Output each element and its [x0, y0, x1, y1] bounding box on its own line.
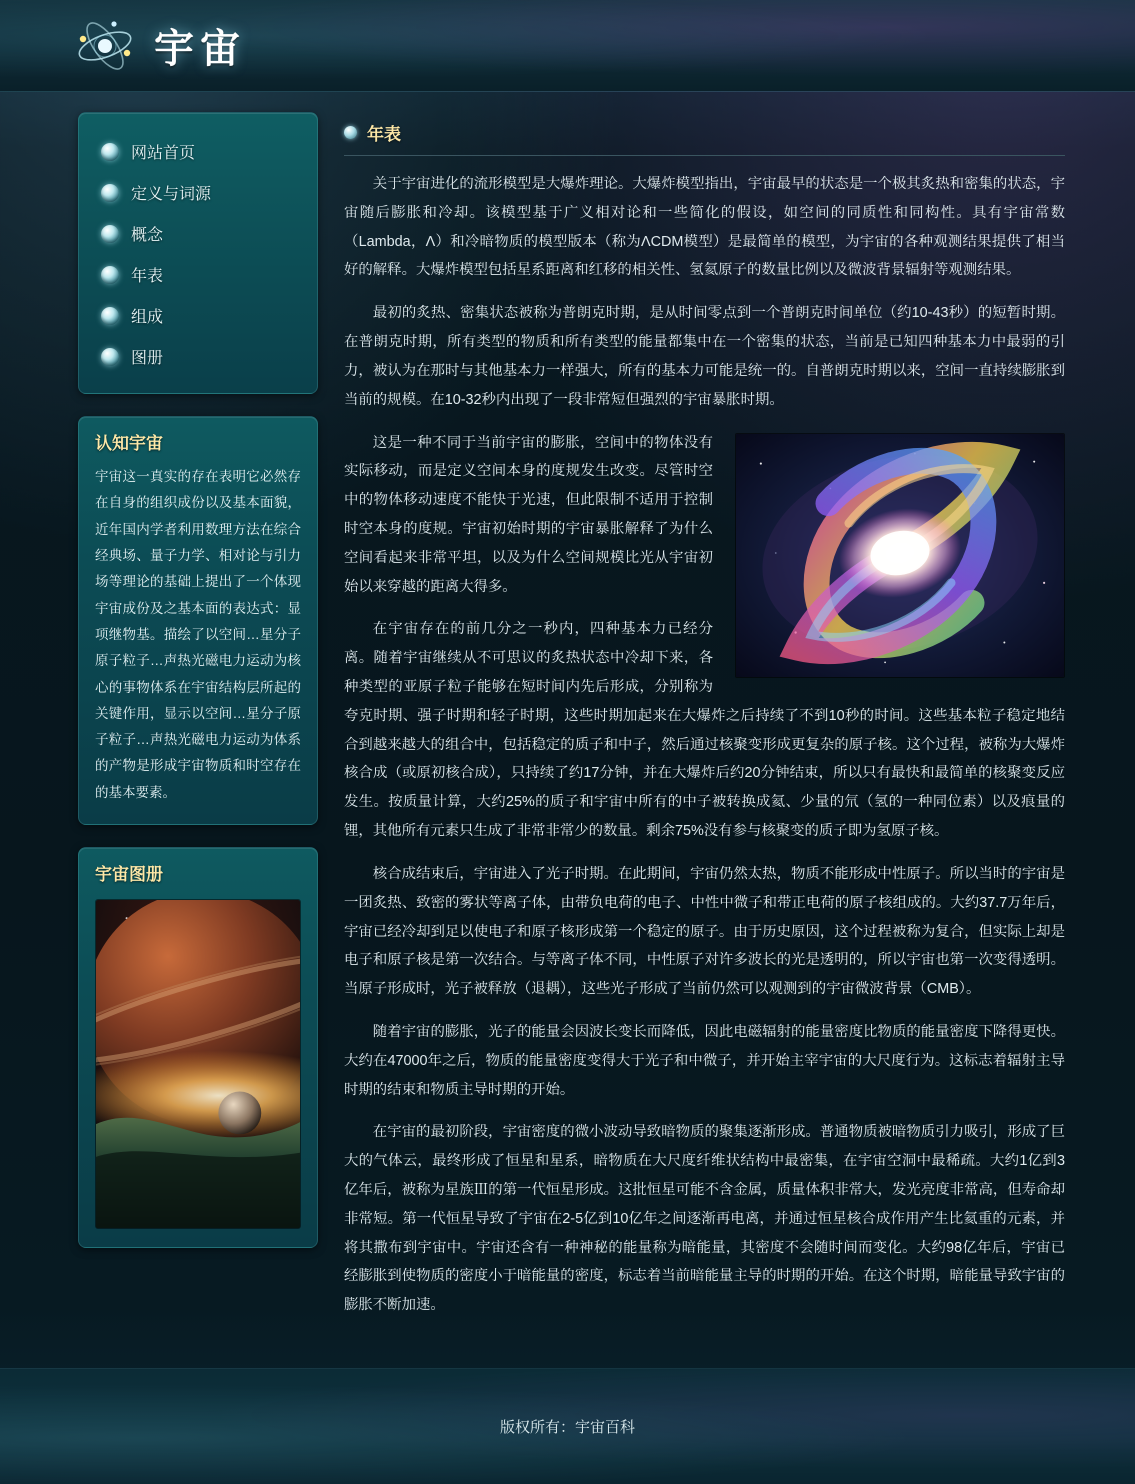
sphere-bullet-icon	[101, 266, 119, 284]
panel-gallery	[78, 847, 318, 1248]
copyright-text: 版权所有：宇宙百科	[499, 1419, 635, 1437]
sidebar-item-label: 年表	[131, 268, 164, 285]
article-body	[344, 170, 1065, 1334]
sidebar-item-label: 网站首页	[131, 145, 196, 162]
sidebar-item-composition[interactable]	[79, 295, 317, 336]
site-logo[interactable]	[74, 15, 246, 77]
site-header	[0, 0, 1135, 92]
sphere-bullet-icon	[101, 348, 119, 366]
sidebar-item-gallery[interactable]	[79, 336, 317, 377]
paragraph: 这是一种不同于当前宇宙的膨胀，空间中的物体没有实际移动，而是定义空间本身的度规发生改变。尽管时空中的物体移动速度不能快于光速，但此限制不适用于控制时空本身的度规。宇宙初始时期的宇宙暴胀解释了为什么空间看起来非常平坦，以及为什么空间规模比光从宇宙初始以来穿越的距离大得多。	[344, 434, 713, 595]
paragraph: 最初的炙热、密集状态被称为普朗克时期，是从时间零点到一个普朗克时间单位（约10-43秒）的短暂时期。在普朗克时期，所有类型的物质和所有类型的能量都集中在一个密集的状态，当前是已知四种基本力中最弱的引力，被认为在那时与其他基本力一样强大，所有的基本力可能是统一的。自普朗克时期以来，空间一直持续膨胀到当前的规模。在10-32秒内出现了一段非常短但强烈的宇宙暴胀时期。	[344, 305, 1065, 408]
sidebar-item-label: 组成	[131, 309, 164, 326]
main-content	[344, 112, 1065, 1334]
section-header	[344, 120, 1065, 156]
sidebar-item-chronology[interactable]	[79, 254, 317, 295]
sphere-bullet-icon	[101, 184, 119, 202]
paragraph: 核合成结束后，宇宙进入了光子时期。在此期间，宇宙仍然太热，物质不能形成中性原子。所以当时的宇宙是一团炙热、致密的雾状等离子体，由带负电荷的电子、中性中微子和带正电荷的原子核组成的。大约37.7万年后，宇宙已经冷却到足以使电子和原子核形成第一个稳定的原子。由于历史原因，这个过程被称为复合，但实际上却是电子和原子核是第一次结合。与等离子体不同，中性原子对许多波长的光是透明的，所以宇宙也第一次变得透明。当原子形成时，光子被释放（退耦），这些光子形成了当前仍然可以观测到的宇宙微波背景（CMB）。	[344, 865, 1065, 998]
paragraph: 随着宇宙的膨胀，光子的能量会因波长变长而降低，因此电磁辐射的能量密度比物质的能量密度下降得更快。大约在47000年之后，物质的能量密度变得大于光子和中微子，并开始主宰宇宙的大尺度行为。这标志着辐射主导时期的结束和物质主导时期的开始。	[344, 1023, 1065, 1098]
panel-title: 宇宙图册	[95, 865, 163, 885]
site-footer	[0, 1368, 1135, 1484]
sphere-bullet-icon	[101, 225, 119, 243]
sphere-bullet-icon	[101, 307, 119, 325]
sidebar-item-label: 概念	[131, 227, 164, 244]
atom-icon	[74, 15, 136, 77]
planet-rings-sunrise-image[interactable]	[95, 899, 301, 1229]
panel-title: 认知宇宙	[95, 434, 163, 453]
sphere-bullet-icon	[344, 126, 357, 139]
panel-text: 宇宙这一真实的存在表明它必然存在自身的组织成份以及基本面貌，近年国内学者利用数理方法在综合经典场、量子力学、相对论与引力场等理论的基础上提出了一个体现宇宙成份及之基本面的表达式：显项继物基。描绘了以空间…星分子原子粒子…声热光磁电力运动为核心的事物体系在宇宙结构层所起的关键作用，显示以空间…星分子原子粒子…声热光磁电力运动为体系的产物是形成宇宙物质和时空存在的基本要素。	[95, 469, 301, 800]
site-title: 宇宙	[154, 27, 246, 71]
spiral-galaxy-image[interactable]	[735, 433, 1065, 678]
sidebar-item-label: 定义与词源	[131, 186, 212, 203]
sidebar	[78, 112, 318, 1248]
panel-image-wrap	[79, 895, 317, 1247]
sidebar-item-definition[interactable]	[79, 172, 317, 213]
sphere-bullet-icon	[101, 143, 119, 161]
page-body	[0, 92, 1135, 1334]
page-title: 年表	[367, 125, 401, 144]
paragraph: 关于宇宙进化的流形模型是大爆炸理论。大爆炸模型指出，宇宙最早的状态是一个极其炙热和密集的状态，宇宙随后膨胀和冷却。该模型基于广义相对论和一些简化的假设，如空间的同质性和同构性。具有宇宙常数（Lambda，Λ）和冷暗物质的模型版本（称为ΛCDM模型）是最简单的模型，为宇宙的各种观测结果提供了相当好的解释。大爆炸模型包括星系距离和红移的相关性、氢氦原子的数量比例以及微波背景辐射等观测结果。	[344, 176, 1065, 279]
paragraph: 在宇宙存在的前几分之一秒内，四种基本力已经分离。随着宇宙继续从不可思议的炙热状态中冷却下来，各种类型的亚原子粒子能够在短时间内先后形成，分别称为夸克时期、强子时期和轻子时期，这些时期加起来在大爆炸之后持续了不到10秒的时间。这些基本粒子稳定地结合到越来越大的组合中，包括稳定的质子和中子，然后通过核聚变形成更复杂的原子核。这个过程，被称为大爆炸核合成（或原初核合成），只持续了约17分钟，并在大爆炸后约20分钟结束，所以只有最快和最简单的核聚变反应发生。按质量计算，大约25%的质子和宇宙中所有的中子被转换成氦、少量的氘（氢的一种同位素）以及痕量的锂，其他所有元素只生成了非常非常少的数量。剩余75%没有参与核聚变的质子即为氢原子核。	[344, 621, 1065, 840]
sidebar-item-concept[interactable]	[79, 213, 317, 254]
sidebar-item-label: 图册	[131, 350, 164, 367]
sidebar-nav	[78, 112, 318, 394]
paragraph: 在宇宙的最初阶段，宇宙密度的微小波动导致暗物质的聚集逐渐形成。普通物质被暗物质引力吸引，形成了巨大的气体云，最终形成了恒星和星系，暗物质在大尺度纤维状结构中最密集，在宇宙空洞中最稀疏。大约1亿到3亿年后，被称为星族Ⅲ的第一代恒星形成。这批恒星可能不含金属，质量体积非常大，发光亮度非常高，但寿命却非常短。第一代恒星导致了宇宙在2-5亿到10亿年之间逐渐再电离，并通过恒星核合成作用产生比氦重的元素，并将其撒布到宇宙中。宇宙还含有一种神秘的能量称为暗能量，其密度不会随时间而变化。大约98亿年后，宇宙已经膨胀到使物质的密度小于暗能量的密度，标志着当前暗能量主导的时期的开始。在这个时期，暗能量导致宇宙的膨胀不断加速。	[344, 1124, 1065, 1314]
panel-cognition	[78, 416, 318, 825]
sidebar-item-home[interactable]	[79, 131, 317, 172]
